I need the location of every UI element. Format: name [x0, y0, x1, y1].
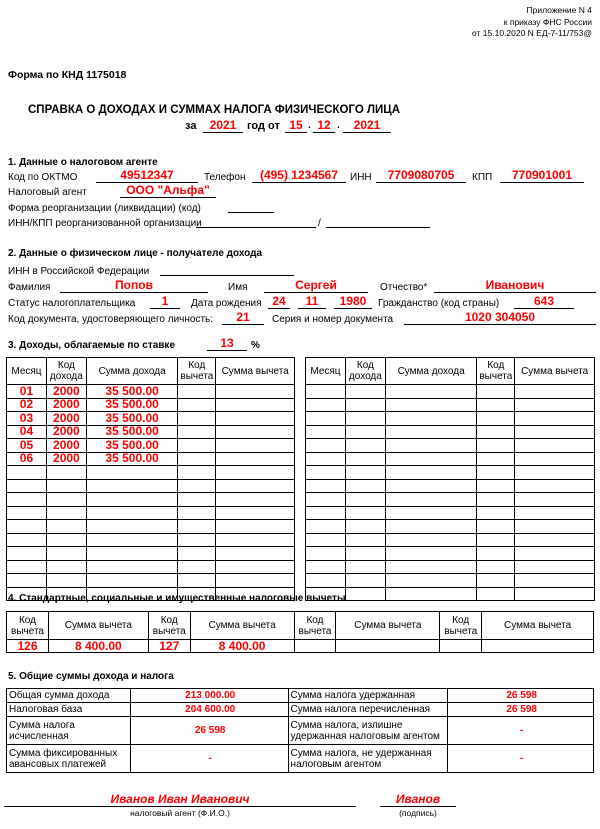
transferred-label: Сумма налога перечисленная [288, 703, 448, 717]
col-income-sum: Сумма дохода [385, 358, 477, 385]
patronymic-label: Отчество* [380, 282, 428, 293]
table-row [7, 439, 295, 453]
period-date-year: 2021 [343, 118, 391, 133]
month-cell: 02 [7, 398, 47, 412]
amount-cell: 35 500.00 [86, 452, 178, 466]
appendix-line: от 15.10.2020 N ЕД-7-11/753@ [471, 28, 592, 38]
table-row [7, 640, 594, 653]
period-dot: . [308, 120, 311, 131]
citizenship-label: Гражданство (код страны) [378, 298, 500, 309]
period-dot: . [337, 120, 340, 131]
section-2-heading: 2. Данные о физическом лице - получателе дохода [8, 248, 263, 259]
tax-calc-value: 26 598 [130, 717, 288, 745]
deduction-sum-header: Сумма вычета [48, 612, 148, 640]
page-title: СПРАВКА О ДОХОДАХ И СУММАХ НАЛОГА ФИЗИЧЕСКОГО ЛИЦА [28, 104, 401, 116]
deduction-sum-header: Сумма вычета [482, 612, 594, 640]
table-row [7, 425, 295, 439]
doc-code-value: 21 [222, 310, 264, 325]
agent-fio-caption: налоговый агент (Ф.И.О.) [130, 808, 230, 818]
excess-label: Сумма налога, излишне удержанная налоговым агентом [288, 717, 448, 745]
month-cell: 04 [7, 425, 47, 439]
total-income-label: Общая сумма дохода [7, 689, 131, 703]
amount-cell: 35 500.00 [86, 439, 178, 453]
tax-base-value: 204 600.00 [130, 703, 288, 717]
birth-month: 11 [298, 294, 326, 309]
col-deduction-sum: Сумма вычета [515, 358, 595, 385]
month-cell: 05 [7, 439, 47, 453]
month-cell: 01 [7, 385, 47, 399]
doc-num-value: 1020 304050 [404, 310, 596, 325]
totals-table [6, 688, 594, 773]
tax-calc-label: Сумма налога исчисленная [7, 717, 131, 745]
status-label: Статус налогоплательщика [8, 298, 136, 309]
period-za: за [185, 120, 197, 132]
excess-value: - [448, 717, 594, 745]
code-cell: 2000 [46, 398, 86, 412]
deduction-code-header: Код вычета [440, 612, 482, 640]
fixed-advance-label: Сумма фиксированных авансовых платежей [7, 745, 131, 773]
section-3-heading: 3. Доходы, облагаемые по ставке [8, 340, 176, 351]
deduction-code-cell: 126 [7, 640, 49, 653]
phone-label: Телефон [204, 172, 246, 183]
agent-value: ООО "Альфа" [120, 183, 216, 198]
col-deduction-code: Код вычета [477, 358, 515, 385]
appendix-block [472, 5, 592, 40]
month-cell: 03 [7, 412, 47, 426]
income-table-right [305, 357, 595, 601]
deduction-sum-header: Сумма вычета [336, 612, 440, 640]
amount-cell: 35 500.00 [86, 385, 178, 399]
period-year-word: год от [247, 120, 280, 132]
amount-cell: 35 500.00 [86, 412, 178, 426]
section-4-heading: 4. Стандартные, социальные и имущественные налоговые вычеты [8, 593, 346, 604]
oktmo-label: Код по ОКТМО [8, 172, 78, 183]
signature: Иванов [380, 792, 456, 807]
percent-sign: % [251, 340, 260, 351]
kpp-value: 770901001 [500, 168, 584, 183]
code-cell: 2000 [46, 439, 86, 453]
agent-label: Налоговый агент [8, 187, 87, 198]
col-month: Месяц [7, 358, 47, 385]
period-month: 12 [313, 118, 335, 133]
deduction-code-header: Код вычета [7, 612, 49, 640]
col-month: Месяц [306, 358, 346, 385]
birth-day: 24 [268, 294, 290, 309]
code-cell: 2000 [46, 425, 86, 439]
reorg-inn-field [196, 216, 316, 228]
person-inn-label: ИНН в Российской Федерации [8, 266, 150, 277]
code-cell: 2000 [46, 452, 86, 466]
reorg-inn-label: ИНН/КПП реорганизованной организации [8, 218, 202, 229]
col-income-sum: Сумма дохода [86, 358, 178, 385]
deduction-sum-cell: 8 400.00 [48, 640, 148, 653]
deductions-table [6, 611, 594, 653]
tax-rate: 13 [207, 336, 247, 351]
reorg-field [228, 201, 274, 213]
agent-inn-value: 7709080705 [376, 168, 466, 183]
kpp-label: КПП [472, 172, 493, 183]
not-withheld-label: Сумма налога, не удержанная налоговым агентом [288, 745, 448, 773]
code-cell: 2000 [46, 385, 86, 399]
section-5-heading: 5. Общие суммы дохода и налога [8, 671, 174, 682]
not-withheld-value: - [448, 745, 594, 773]
status-value: 1 [150, 294, 180, 309]
surname-label: Фамилия [8, 282, 51, 293]
form-code: Форма по КНД 1175018 [8, 69, 127, 81]
period-year: 2021 [203, 118, 243, 133]
signature-caption: (подпись) [399, 808, 437, 818]
patronymic-value: Иванович [434, 278, 596, 293]
person-inn-field [160, 264, 294, 276]
slash: / [318, 218, 321, 229]
total-income-value: 213 000.00 [130, 689, 288, 703]
transferred-value: 26 598 [448, 703, 594, 717]
month-cell: 06 [7, 452, 47, 466]
fixed-advance-value: - [130, 745, 288, 773]
deduction-sum-cell: 8 400.00 [190, 640, 294, 653]
name-label: Имя [228, 282, 248, 293]
table-row [7, 385, 295, 399]
withheld-value: 26 598 [448, 689, 594, 703]
birth-label: Дата рождения [191, 298, 262, 309]
table-row [7, 452, 295, 466]
deduction-code-header: Код вычета [148, 612, 190, 640]
birth-year: 1980 [334, 294, 372, 309]
amount-cell: 35 500.00 [86, 425, 178, 439]
reorg-label: Форма реорганизации (ликвидации) (код) [8, 203, 201, 214]
agent-fio: Иванов Иван Иванович [4, 792, 356, 807]
deduction-code-cell: 127 [148, 640, 190, 653]
amount-cell: 35 500.00 [86, 398, 178, 412]
col-deduction-code: Код вычета [178, 358, 216, 385]
doc-num-label: Серия и номер документа [272, 314, 394, 325]
appendix-line: Приложение N 4 [526, 5, 592, 15]
deduction-sum-header: Сумма вычета [190, 612, 294, 640]
appendix-line: к приказу ФНС России [503, 16, 592, 27]
col-deduction-sum: Сумма вычета [216, 358, 295, 385]
citizenship-value: 643 [514, 294, 574, 309]
reorg-kpp-field [326, 216, 430, 228]
col-income-code: Код дохода [46, 358, 86, 385]
name-value: Сергей [264, 278, 368, 293]
surname-value: Попов [60, 278, 208, 293]
doc-code-label: Код документа, удостоверяющего личность: [8, 314, 214, 325]
tax-base-label: Налоговая база [7, 703, 131, 717]
income-table-left [6, 357, 295, 601]
table-row [7, 398, 295, 412]
section-1-heading: 1. Данные о налоговом агенте [8, 157, 158, 168]
inn-label: ИНН [350, 172, 372, 183]
oktmo-value: 49512347 [96, 168, 198, 183]
table-row [7, 412, 295, 426]
withheld-label: Сумма налога удержанная [288, 689, 448, 703]
deduction-code-header: Код вычета [294, 612, 336, 640]
code-cell: 2000 [46, 412, 86, 426]
period-day: 15 [285, 118, 307, 133]
phone-value: (495) 1234567 [252, 168, 346, 183]
col-income-code: Код дохода [345, 358, 385, 385]
